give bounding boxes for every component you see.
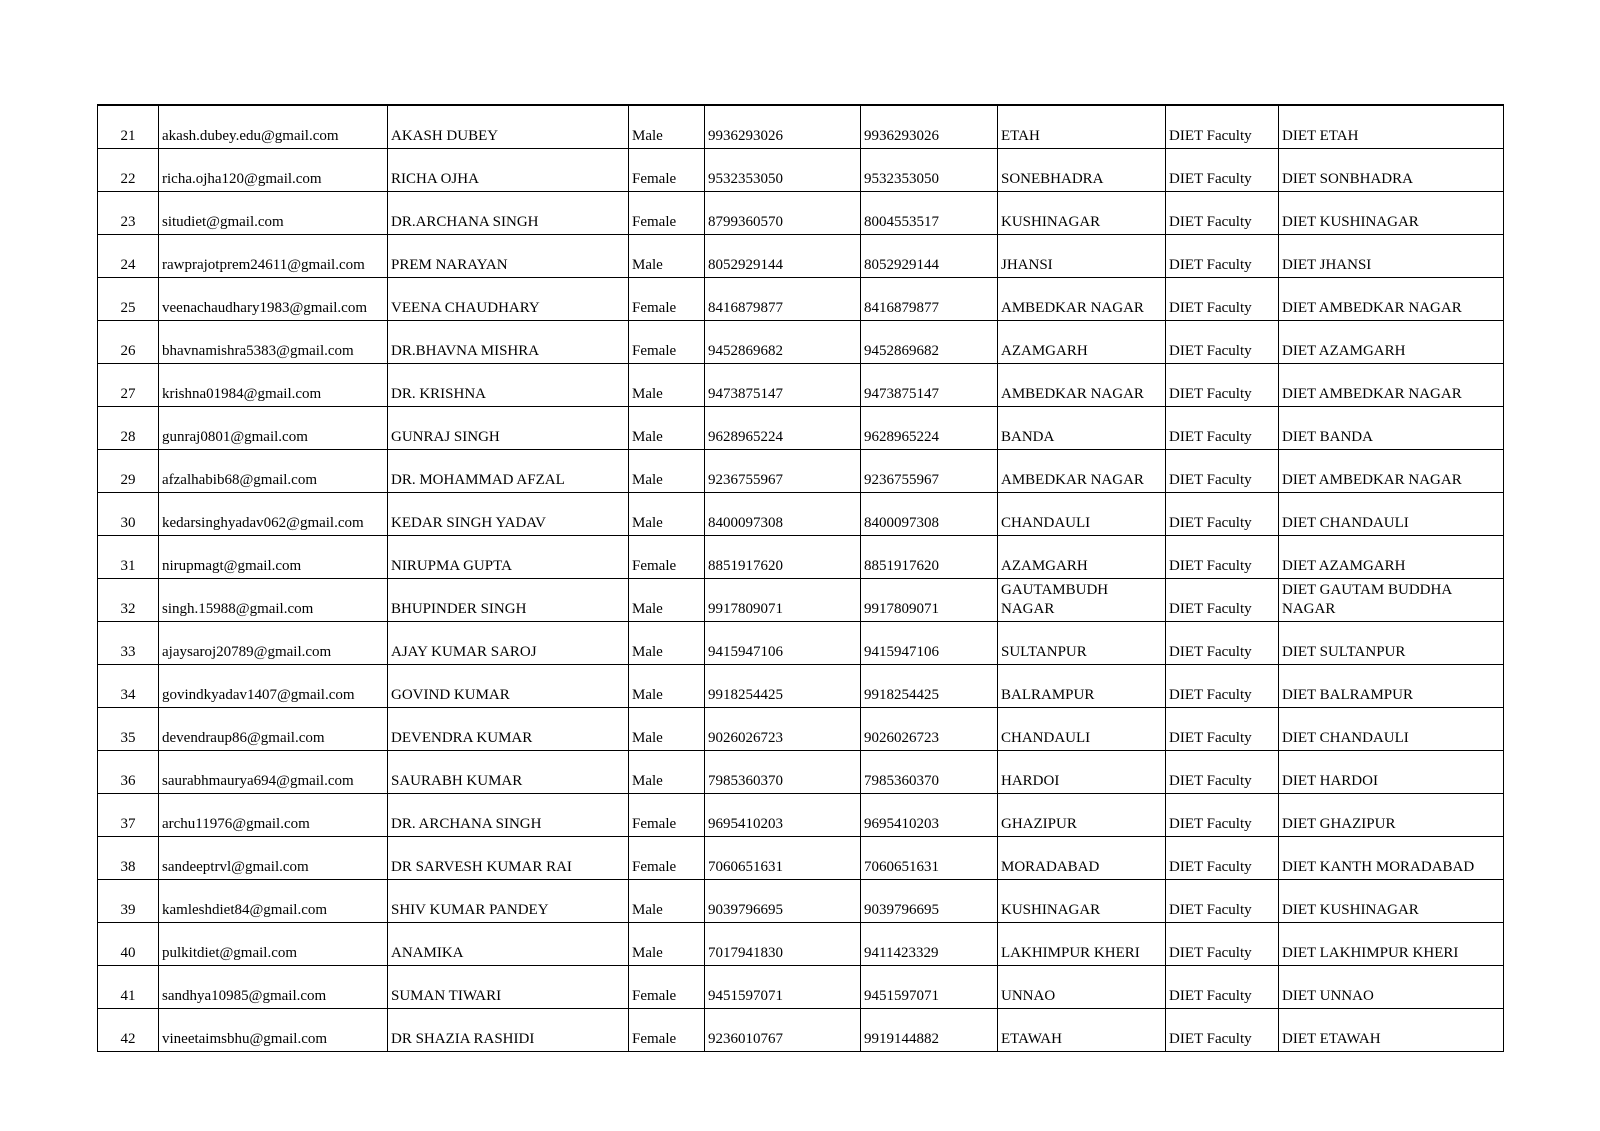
email-cell: veenachaudhary1983@gmail.com <box>159 278 388 321</box>
table-row <box>98 493 1504 536</box>
designation-cell: DIET Faculty <box>1166 837 1279 880</box>
alternate-number-cell: 8004553517 <box>861 192 998 235</box>
gender-cell: Male <box>629 450 705 493</box>
designation-cell: DIET Faculty <box>1166 966 1279 1009</box>
designation-cell: DIET Faculty <box>1166 105 1279 149</box>
mobile-number-cell: 9236010767 <box>705 1009 861 1052</box>
gender-cell: Male <box>629 622 705 665</box>
email-cell: afzalhabib68@gmail.com <box>159 450 388 493</box>
alternate-number-cell: 9936293026 <box>861 105 998 149</box>
serial-number-cell: 31 <box>98 536 159 579</box>
email-cell: rawprajotprem24611@gmail.com <box>159 235 388 278</box>
gender-cell: Female <box>629 1009 705 1052</box>
name-cell: SAURABH KUMAR <box>388 751 629 794</box>
name-cell: DR.BHAVNA MISHRA <box>388 321 629 364</box>
district-cell: AMBEDKAR NAGAR <box>998 364 1166 407</box>
district-cell: HARDOI <box>998 751 1166 794</box>
gender-cell: Male <box>629 708 705 751</box>
institute-cell: DIET HARDOI <box>1279 751 1504 794</box>
alternate-number-cell: 7060651631 <box>861 837 998 880</box>
gender-cell: Male <box>629 407 705 450</box>
serial-number-cell: 38 <box>98 837 159 880</box>
mobile-number-cell: 8799360570 <box>705 192 861 235</box>
alternate-number-cell: 9917809071 <box>861 579 998 622</box>
email-cell: bhavnamishra5383@gmail.com <box>159 321 388 364</box>
gender-cell: Male <box>629 105 705 149</box>
serial-number-cell: 39 <box>98 880 159 923</box>
institute-cell: DIET UNNAO <box>1279 966 1504 1009</box>
email-cell: singh.15988@gmail.com <box>159 579 388 622</box>
email-cell: nirupmagt@gmail.com <box>159 536 388 579</box>
institute-cell: DIET SULTANPUR <box>1279 622 1504 665</box>
district-cell: UNNAO <box>998 966 1166 1009</box>
email-cell: archu11976@gmail.com <box>159 794 388 837</box>
name-cell: BHUPINDER SINGH <box>388 579 629 622</box>
mobile-number-cell: 9936293026 <box>705 105 861 149</box>
email-cell: krishna01984@gmail.com <box>159 364 388 407</box>
district-cell: LAKHIMPUR KHERI <box>998 923 1166 966</box>
name-cell: DR SARVESH KUMAR RAI <box>388 837 629 880</box>
name-cell: DR. ARCHANA SINGH <box>388 794 629 837</box>
gender-cell: Male <box>629 364 705 407</box>
name-cell: KEDAR SINGH YADAV <box>388 493 629 536</box>
mobile-number-cell: 9473875147 <box>705 364 861 407</box>
designation-cell: DIET Faculty <box>1166 1009 1279 1052</box>
alternate-number-cell: 9039796695 <box>861 880 998 923</box>
gender-cell: Male <box>629 880 705 923</box>
designation-cell: DIET Faculty <box>1166 149 1279 192</box>
institute-cell: DIET AZAMGARH <box>1279 536 1504 579</box>
email-cell: sandeeptrvl@gmail.com <box>159 837 388 880</box>
designation-cell: DIET Faculty <box>1166 794 1279 837</box>
table-row <box>98 966 1504 1009</box>
serial-number-cell: 35 <box>98 708 159 751</box>
email-cell: ajaysaroj20789@gmail.com <box>159 622 388 665</box>
designation-cell: DIET Faculty <box>1166 321 1279 364</box>
designation-cell: DIET Faculty <box>1166 751 1279 794</box>
email-cell: kamleshdiet84@gmail.com <box>159 880 388 923</box>
gender-cell: Male <box>629 235 705 278</box>
serial-number-cell: 40 <box>98 923 159 966</box>
designation-cell: DIET Faculty <box>1166 235 1279 278</box>
name-cell: PREM NARAYAN <box>388 235 629 278</box>
institute-cell: DIET AMBEDKAR NAGAR <box>1279 278 1504 321</box>
district-cell: BALRAMPUR <box>998 665 1166 708</box>
email-cell: kedarsinghyadav062@gmail.com <box>159 493 388 536</box>
institute-cell: DIET KUSHINAGAR <box>1279 880 1504 923</box>
table-row <box>98 837 1504 880</box>
email-cell: situdiet@gmail.com <box>159 192 388 235</box>
mobile-number-cell: 9236755967 <box>705 450 861 493</box>
designation-cell: DIET Faculty <box>1166 622 1279 665</box>
serial-number-cell: 30 <box>98 493 159 536</box>
institute-cell: DIET JHANSI <box>1279 235 1504 278</box>
email-cell: saurabhmaurya694@gmail.com <box>159 751 388 794</box>
faculty-table-body <box>98 105 1504 1052</box>
alternate-number-cell: 9695410203 <box>861 794 998 837</box>
district-cell: AMBEDKAR NAGAR <box>998 450 1166 493</box>
designation-cell: DIET Faculty <box>1166 708 1279 751</box>
mobile-number-cell: 8416879877 <box>705 278 861 321</box>
alternate-number-cell: 9628965224 <box>861 407 998 450</box>
table-row <box>98 923 1504 966</box>
table-row <box>98 321 1504 364</box>
institute-cell: DIET CHANDAULI <box>1279 493 1504 536</box>
serial-number-cell: 22 <box>98 149 159 192</box>
designation-cell: DIET Faculty <box>1166 407 1279 450</box>
gender-cell: Female <box>629 536 705 579</box>
designation-cell: DIET Faculty <box>1166 536 1279 579</box>
name-cell: VEENA CHAUDHARY <box>388 278 629 321</box>
designation-cell: DIET Faculty <box>1166 923 1279 966</box>
district-cell: MORADABAD <box>998 837 1166 880</box>
alternate-number-cell: 9919144882 <box>861 1009 998 1052</box>
institute-cell: DIET KUSHINAGAR <box>1279 192 1504 235</box>
district-cell: ETAWAH <box>998 1009 1166 1052</box>
table-row <box>98 880 1504 923</box>
table-row <box>98 235 1504 278</box>
gender-cell: Male <box>629 579 705 622</box>
designation-cell: DIET Faculty <box>1166 192 1279 235</box>
gender-cell: Female <box>629 837 705 880</box>
mobile-number-cell: 7017941830 <box>705 923 861 966</box>
institute-cell: DIET BALRAMPUR <box>1279 665 1504 708</box>
alternate-number-cell: 9411423329 <box>861 923 998 966</box>
mobile-number-cell: 8851917620 <box>705 536 861 579</box>
alternate-number-cell: 7985360370 <box>861 751 998 794</box>
serial-number-cell: 36 <box>98 751 159 794</box>
mobile-number-cell: 9415947106 <box>705 622 861 665</box>
gender-cell: Female <box>629 278 705 321</box>
serial-number-cell: 24 <box>98 235 159 278</box>
faculty-table <box>97 104 1504 1052</box>
mobile-number-cell: 9039796695 <box>705 880 861 923</box>
table-row <box>98 407 1504 450</box>
mobile-number-cell: 9026026723 <box>705 708 861 751</box>
alternate-number-cell: 9415947106 <box>861 622 998 665</box>
institute-cell: DIET CHANDAULI <box>1279 708 1504 751</box>
institute-cell: DIET SONBHADRA <box>1279 149 1504 192</box>
institute-cell: DIET AMBEDKAR NAGAR <box>1279 364 1504 407</box>
mobile-number-cell: 9532353050 <box>705 149 861 192</box>
email-cell: gunraj0801@gmail.com <box>159 407 388 450</box>
district-cell: GHAZIPUR <box>998 794 1166 837</box>
designation-cell: DIET Faculty <box>1166 278 1279 321</box>
district-cell: JHANSI <box>998 235 1166 278</box>
gender-cell: Female <box>629 321 705 364</box>
district-cell: AMBEDKAR NAGAR <box>998 278 1166 321</box>
email-cell: richa.ojha120@gmail.com <box>159 149 388 192</box>
district-cell: SULTANPUR <box>998 622 1166 665</box>
name-cell: ANAMIKA <box>388 923 629 966</box>
name-cell: DR.ARCHANA SINGH <box>388 192 629 235</box>
table-row <box>98 364 1504 407</box>
table-row <box>98 622 1504 665</box>
gender-cell: Male <box>629 665 705 708</box>
table-row <box>98 149 1504 192</box>
table-row <box>98 105 1504 149</box>
table-row <box>98 751 1504 794</box>
mobile-number-cell: 9628965224 <box>705 407 861 450</box>
name-cell: RICHA OJHA <box>388 149 629 192</box>
mobile-number-cell: 9451597071 <box>705 966 861 1009</box>
institute-cell: DIET LAKHIMPUR KHERI <box>1279 923 1504 966</box>
institute-cell: DIET GHAZIPUR <box>1279 794 1504 837</box>
district-cell: BANDA <box>998 407 1166 450</box>
mobile-number-cell: 9918254425 <box>705 665 861 708</box>
designation-cell: DIET Faculty <box>1166 450 1279 493</box>
designation-cell: DIET Faculty <box>1166 493 1279 536</box>
mobile-number-cell: 9695410203 <box>705 794 861 837</box>
district-cell: GAUTAMBUDH NAGAR <box>998 579 1166 622</box>
name-cell: DEVENDRA KUMAR <box>388 708 629 751</box>
name-cell: DR. MOHAMMAD AFZAL <box>388 450 629 493</box>
serial-number-cell: 28 <box>98 407 159 450</box>
alternate-number-cell: 8052929144 <box>861 235 998 278</box>
serial-number-cell: 23 <box>98 192 159 235</box>
mobile-number-cell: 8052929144 <box>705 235 861 278</box>
alternate-number-cell: 9473875147 <box>861 364 998 407</box>
email-cell: pulkitdiet@gmail.com <box>159 923 388 966</box>
district-cell: SONEBHADRA <box>998 149 1166 192</box>
alternate-number-cell: 9452869682 <box>861 321 998 364</box>
institute-cell: DIET AZAMGARH <box>1279 321 1504 364</box>
institute-cell: DIET KANTH MORADABAD <box>1279 837 1504 880</box>
table-row <box>98 450 1504 493</box>
name-cell: NIRUPMA GUPTA <box>388 536 629 579</box>
table-row <box>98 579 1504 622</box>
gender-cell: Female <box>629 192 705 235</box>
name-cell: GOVIND KUMAR <box>388 665 629 708</box>
district-cell: CHANDAULI <box>998 708 1166 751</box>
table-row <box>98 192 1504 235</box>
name-cell: DR SHAZIA RASHIDI <box>388 1009 629 1052</box>
district-cell: CHANDAULI <box>998 493 1166 536</box>
name-cell: GUNRAJ SINGH <box>388 407 629 450</box>
serial-number-cell: 21 <box>98 105 159 149</box>
district-cell: AZAMGARH <box>998 321 1166 364</box>
mobile-number-cell: 9917809071 <box>705 579 861 622</box>
name-cell: SUMAN TIWARI <box>388 966 629 1009</box>
gender-cell: Male <box>629 493 705 536</box>
alternate-number-cell: 9918254425 <box>861 665 998 708</box>
serial-number-cell: 34 <box>98 665 159 708</box>
gender-cell: Male <box>629 751 705 794</box>
gender-cell: Female <box>629 794 705 837</box>
alternate-number-cell: 9236755967 <box>861 450 998 493</box>
alternate-number-cell: 9532353050 <box>861 149 998 192</box>
email-cell: govindkyadav1407@gmail.com <box>159 665 388 708</box>
gender-cell: Female <box>629 149 705 192</box>
gender-cell: Male <box>629 923 705 966</box>
serial-number-cell: 27 <box>98 364 159 407</box>
serial-number-cell: 37 <box>98 794 159 837</box>
institute-cell: DIET BANDA <box>1279 407 1504 450</box>
mobile-number-cell: 9452869682 <box>705 321 861 364</box>
designation-cell: DIET Faculty <box>1166 665 1279 708</box>
gender-cell: Female <box>629 966 705 1009</box>
alternate-number-cell: 8851917620 <box>861 536 998 579</box>
alternate-number-cell: 8416879877 <box>861 278 998 321</box>
serial-number-cell: 25 <box>98 278 159 321</box>
table-row <box>98 708 1504 751</box>
email-cell: devendraup86@gmail.com <box>159 708 388 751</box>
serial-number-cell: 26 <box>98 321 159 364</box>
email-cell: vineetaimsbhu@gmail.com <box>159 1009 388 1052</box>
table-row <box>98 536 1504 579</box>
table-row <box>98 1009 1504 1052</box>
district-cell: KUSHINAGAR <box>998 192 1166 235</box>
alternate-number-cell: 9026026723 <box>861 708 998 751</box>
serial-number-cell: 29 <box>98 450 159 493</box>
institute-cell: DIET AMBEDKAR NAGAR <box>1279 450 1504 493</box>
table-row <box>98 665 1504 708</box>
district-cell: ETAH <box>998 105 1166 149</box>
designation-cell: DIET Faculty <box>1166 880 1279 923</box>
institute-cell: DIET ETAWAH <box>1279 1009 1504 1052</box>
serial-number-cell: 42 <box>98 1009 159 1052</box>
alternate-number-cell: 9451597071 <box>861 966 998 1009</box>
name-cell: SHIV KUMAR PANDEY <box>388 880 629 923</box>
institute-cell: DIET GAUTAM BUDDHA NAGAR <box>1279 579 1504 622</box>
name-cell: AKASH DUBEY <box>388 105 629 149</box>
table-row <box>98 794 1504 837</box>
district-cell: KUSHINAGAR <box>998 880 1166 923</box>
institute-cell: DIET ETAH <box>1279 105 1504 149</box>
name-cell: DR. KRISHNA <box>388 364 629 407</box>
mobile-number-cell: 7985360370 <box>705 751 861 794</box>
serial-number-cell: 32 <box>98 579 159 622</box>
alternate-number-cell: 8400097308 <box>861 493 998 536</box>
designation-cell: DIET Faculty <box>1166 579 1279 622</box>
faculty-list-sheet <box>97 104 1503 1052</box>
serial-number-cell: 41 <box>98 966 159 1009</box>
serial-number-cell: 33 <box>98 622 159 665</box>
email-cell: sandhya10985@gmail.com <box>159 966 388 1009</box>
district-cell: AZAMGARH <box>998 536 1166 579</box>
mobile-number-cell: 8400097308 <box>705 493 861 536</box>
table-row <box>98 278 1504 321</box>
mobile-number-cell: 7060651631 <box>705 837 861 880</box>
designation-cell: DIET Faculty <box>1166 364 1279 407</box>
email-cell: akash.dubey.edu@gmail.com <box>159 105 388 149</box>
name-cell: AJAY KUMAR SAROJ <box>388 622 629 665</box>
